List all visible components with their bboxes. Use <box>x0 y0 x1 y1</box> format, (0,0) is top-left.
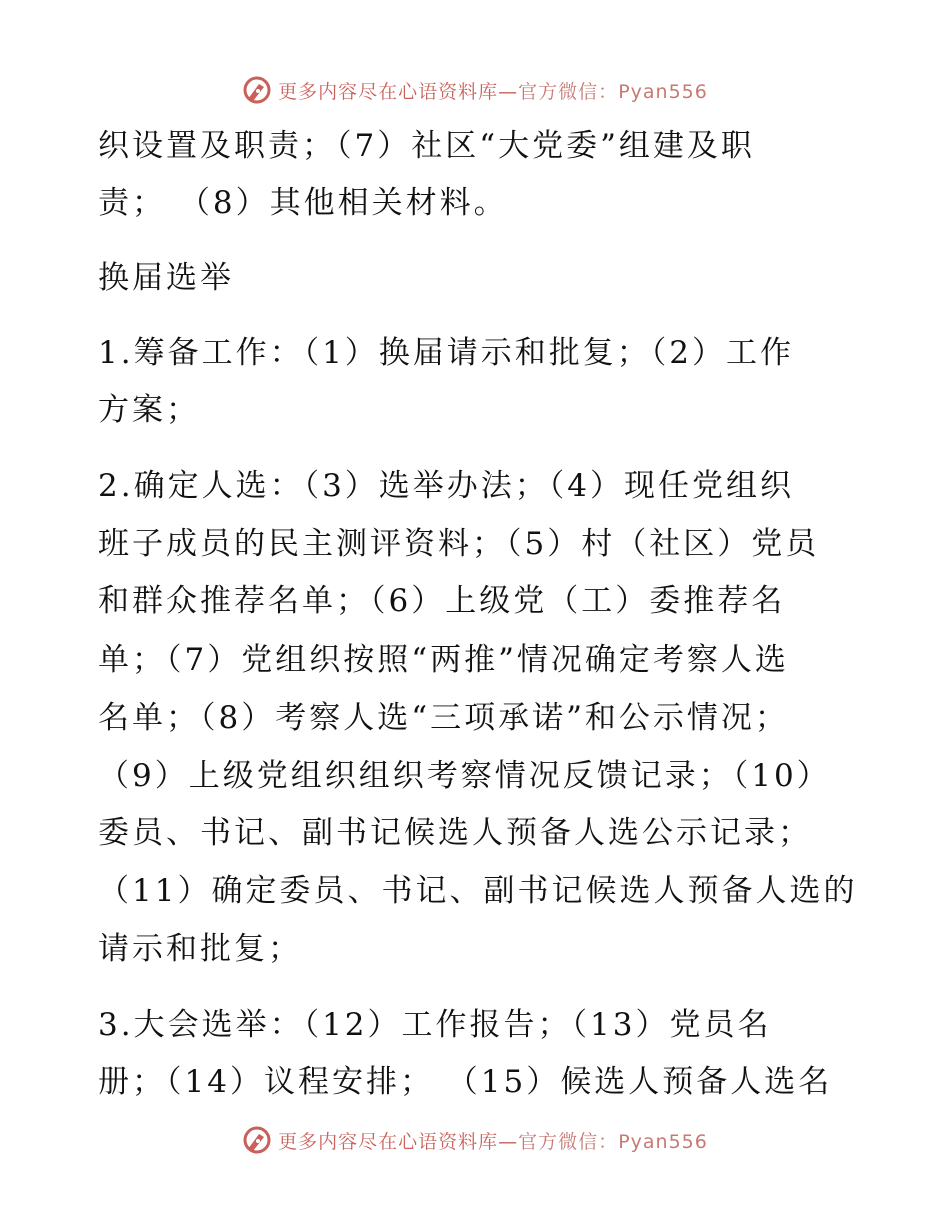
text-line: 单；（7）党组织按照“两推”情况确定考察人选 <box>98 642 789 678</box>
watermark-official: 官方微信： <box>518 1130 619 1153</box>
text-line: 请示和批复； <box>98 931 302 967</box>
pen-nib-logo-icon <box>242 1125 272 1155</box>
text-line: 和群众推荐名单；（6）上级党（工）委推荐名 <box>98 583 786 619</box>
footer-watermark <box>0 1120 950 1160</box>
text-line: 3.大会选举：（12）工作报告；（13）党员名 <box>98 1007 772 1043</box>
watermark-handle: Pyan556 <box>618 80 708 103</box>
watermark-main: 更多内容尽在心语资料库 <box>278 80 499 103</box>
text-line: 委员、书记、副书记候选人预备人选公示记录； <box>98 815 812 851</box>
text-line: 册；（14）议程安排； （15）候选人预备人选名 <box>98 1064 833 1100</box>
watermark-handle: Pyan556 <box>618 1130 708 1153</box>
text-line: （11）确定委员、书记、副书记候选人预备人选的 <box>98 873 858 909</box>
watermark-text <box>278 1127 708 1154</box>
text-line: 方案； <box>98 392 200 428</box>
section-heading: 换届选举 <box>98 260 234 296</box>
text-line: 2.确定人选：（3）选举办法；（4）现任党组织 <box>98 468 795 504</box>
text-line: 名单；（8）考察人选“三项承诺”和公示情况； <box>98 700 789 736</box>
text-line: 织设置及职责；（7）社区“大党委”组建及职 <box>98 128 755 164</box>
watermark-dash: — <box>498 80 519 103</box>
text-line: 1.筹备工作：（1）换届请示和批复；（2）工作 <box>98 335 795 371</box>
text-line: （9）上级党组织组织考察情况反馈记录；（10） <box>98 758 831 794</box>
watermark-dash: — <box>498 1130 519 1153</box>
text-line: 责； （8）其他相关材料。 <box>98 185 508 221</box>
watermark-official: 官方微信： <box>518 80 619 103</box>
watermark-main: 更多内容尽在心语资料库 <box>278 1130 499 1153</box>
text-line: 班子成员的民主测评资料；（5）村（社区）党员 <box>98 526 820 562</box>
